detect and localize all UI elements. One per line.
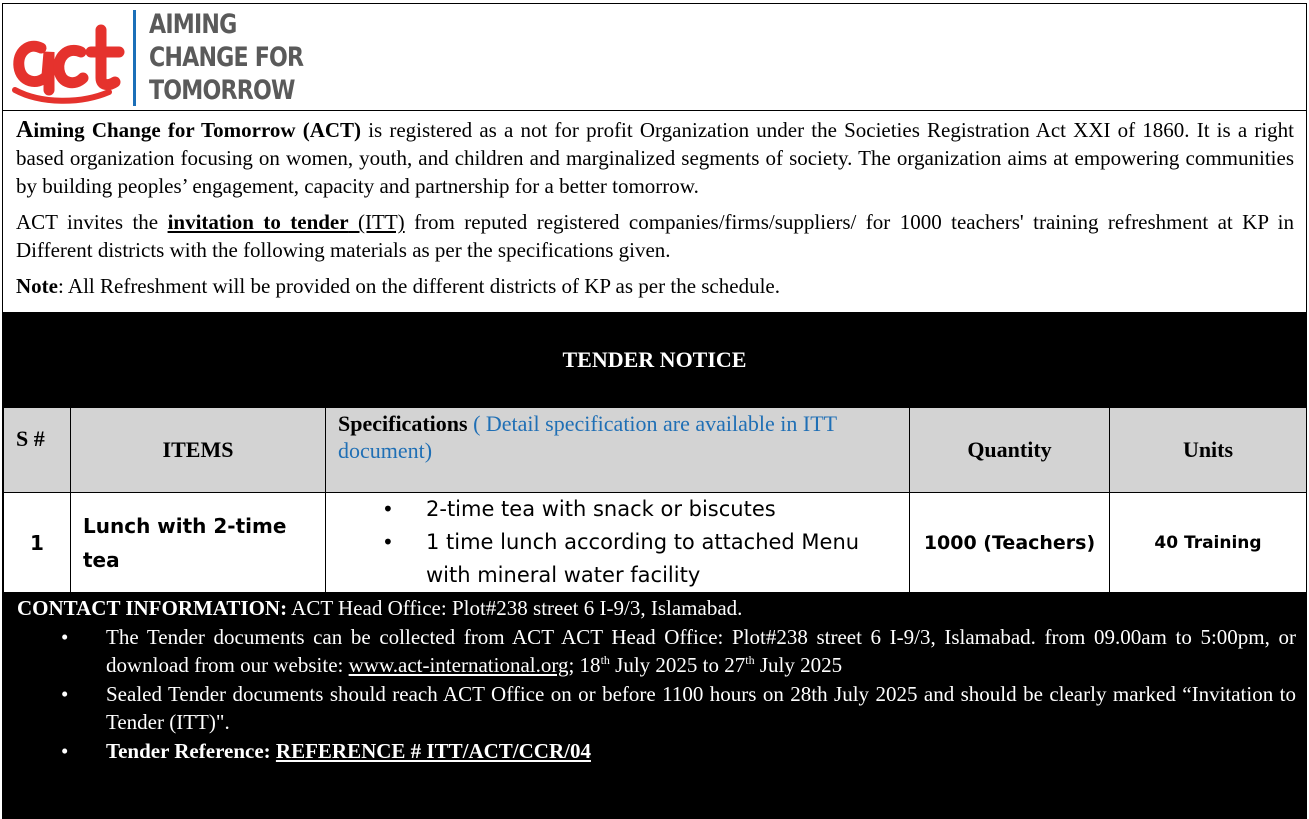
header-spec-label: Specifications	[338, 411, 468, 436]
header-units: Units	[1110, 408, 1307, 493]
contact-label: CONTACT INFORMATION:	[17, 596, 288, 620]
ordinal-suffix: th	[600, 653, 610, 667]
header-sn: S #	[4, 408, 71, 493]
header-quantity: Quantity	[910, 408, 1110, 493]
row-specs	[326, 493, 910, 593]
date-start-text: ; 18	[568, 653, 601, 677]
ordinal-suffix: th	[745, 653, 755, 667]
logo-wordmark	[149, 8, 303, 107]
invitation-lead: ACT invites the	[16, 210, 168, 234]
tender-notice-title: TENDER NOTICE	[562, 347, 747, 372]
website-link[interactable]: www.act-international.org	[348, 653, 569, 677]
row-units: 40 Training	[1110, 493, 1307, 593]
lead-letter: A	[16, 117, 34, 143]
contact-office: ACT Head Office: Plot#238 street 6 I-9/3, Islamabad.	[287, 596, 743, 620]
contact-header	[17, 594, 1296, 623]
note-text: : All Refreshment will be provided on the different districts of KP as per the schedule.	[57, 274, 780, 298]
contact-list	[61, 623, 1296, 766]
header-items: ITEMS	[71, 408, 326, 493]
invitation-paragraph	[16, 208, 1294, 264]
invitation-body: from reputed registered companies/firms/suppliers/ for 1000 teachers' training refreshment at KP in Different districts with the following materials as per the specifications given.	[16, 210, 1294, 262]
logo-line-2: CHANGE FOR	[149, 42, 304, 73]
header-spec-note: ( Detail specification are available in ITT document)	[338, 411, 837, 463]
note-paragraph	[16, 272, 1294, 300]
itt-abbr: (ITT)	[348, 210, 405, 234]
org-name: iming Change for Tomorrow (ACT)	[33, 118, 362, 142]
spec-item: • 2-time tea with snack or biscutes	[382, 493, 895, 526]
spec-item: • 1 time lunch according to attached Menu with mineral water facility	[382, 526, 895, 592]
table-header-row	[4, 408, 1307, 493]
reference-number: REFERENCE # ITT/ACT/CCR/04	[275, 738, 591, 763]
date-mid-text: July 2025 to 27	[609, 653, 746, 677]
header-specifications	[326, 408, 910, 493]
contact-item-deadline: • Sealed Tender documents should reach ACT Office on or before 1100 hours on 28th July 2025 and should be clearly marked “Invitation to Tender (ITT)".	[61, 680, 1296, 737]
intro-paragraph	[16, 116, 1294, 200]
items-table	[3, 407, 1307, 593]
collection-text: The Tender documents can be collected from ACT ACT Head Office: Plot#238 street 6 I-9/3, Islamabad. from 09.00am to 5:00pm, or download from our website:	[106, 624, 1296, 677]
contact-item-reference	[61, 737, 1296, 766]
row-quantity: 1000 (Teachers)	[910, 493, 1110, 593]
logo-line-3: TOMORROW	[149, 75, 295, 106]
header	[3, 4, 1306, 111]
row-sn: 1	[4, 493, 71, 593]
contact-item-collection	[61, 623, 1296, 680]
reference-label: Tender Reference:	[106, 738, 276, 763]
date-end-text: July 2025	[754, 653, 843, 677]
tender-notice-banner	[3, 312, 1306, 408]
table-row	[4, 493, 1307, 593]
intro-section	[16, 116, 1294, 308]
contact-section	[3, 592, 1306, 819]
logo-line-1: AIMING	[149, 9, 237, 40]
row-item: Lunch with 2-time tea	[71, 493, 326, 593]
intro-body: is registered as a not for profit Organization under the Societies Registration Act XXI of 1860. It is a right based organization focusing on women, youth, and children and marginalized segments of society. The organization aims at empowering communities by building peoples’ engagement, capacity and partnership for a better tomorrow.	[16, 118, 1294, 198]
note-label: Note	[16, 274, 58, 298]
act-logo-icon	[11, 12, 126, 107]
logo-divider	[133, 10, 136, 106]
itt-term: invitation to tender	[167, 210, 349, 234]
